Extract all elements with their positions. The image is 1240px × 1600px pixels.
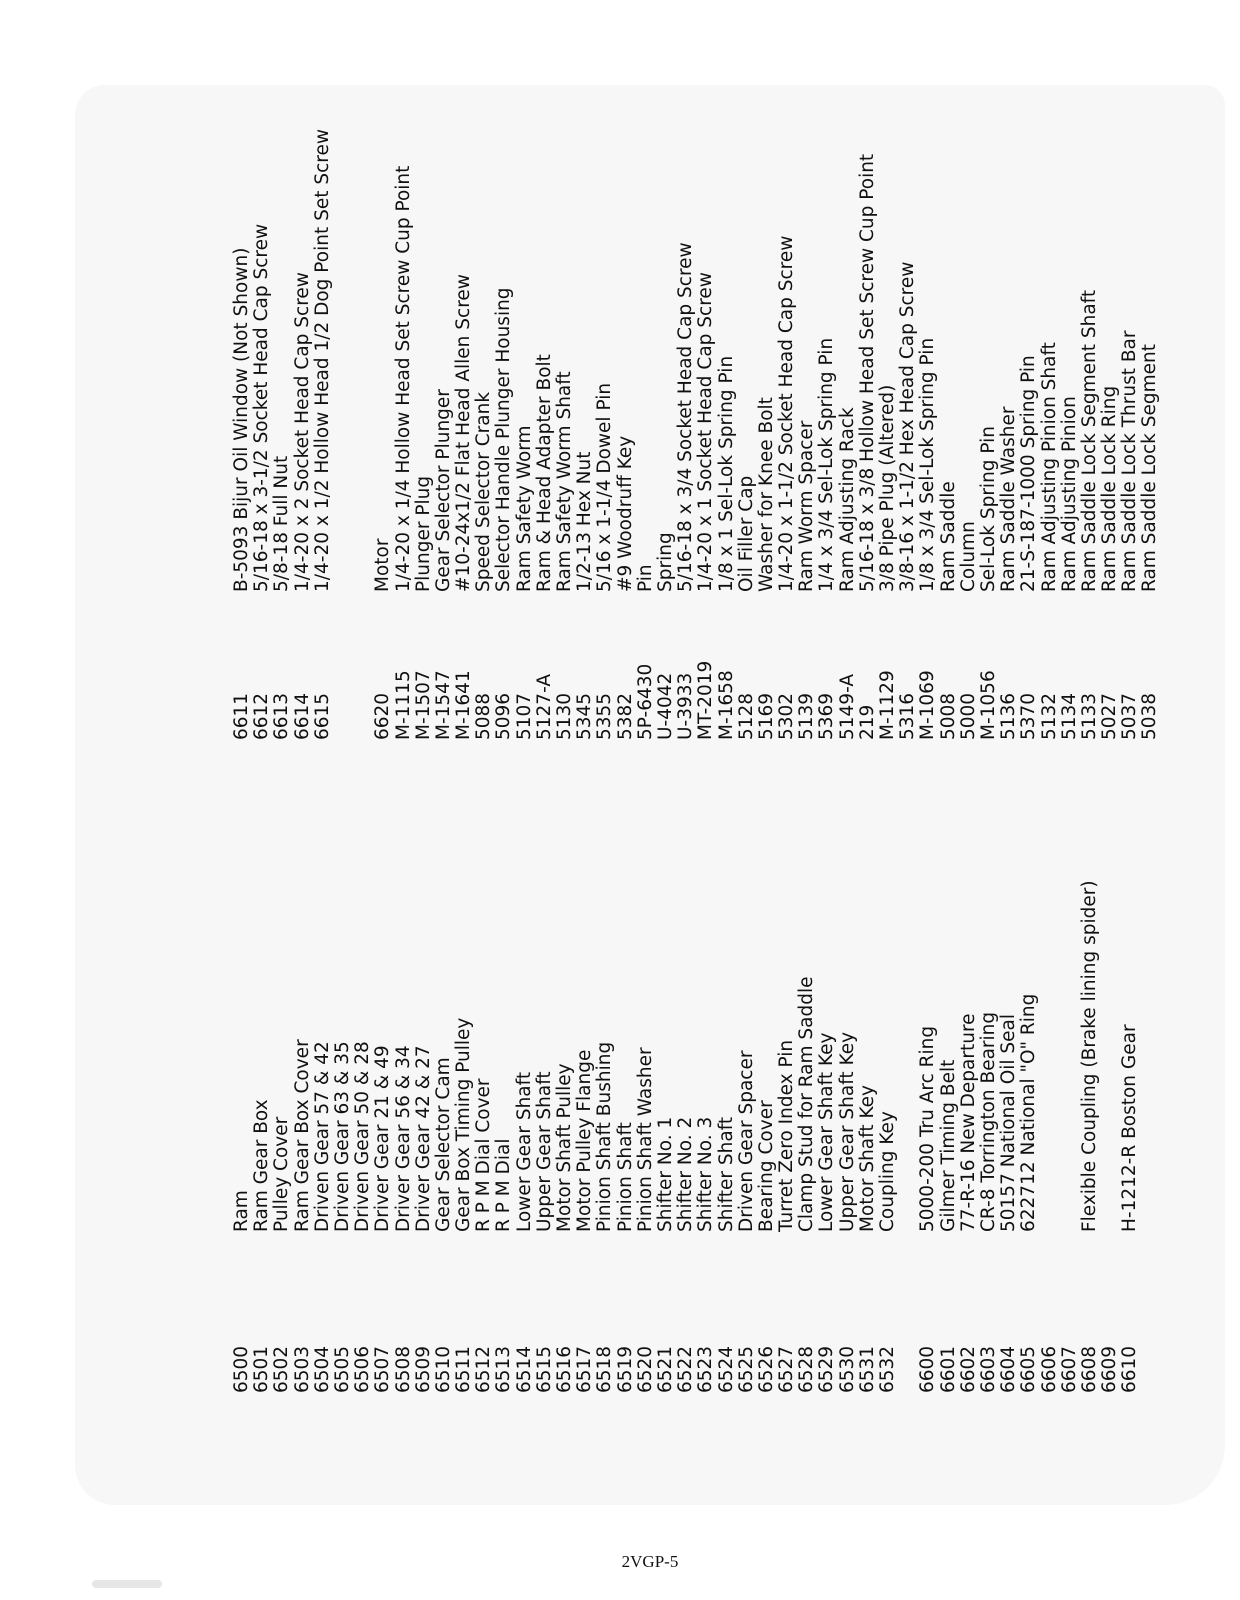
part-description: Ram Worm Spacer <box>796 420 818 592</box>
part-description: Column <box>957 521 979 592</box>
part-number: 5302 <box>776 692 798 740</box>
group2-description-list <box>232 129 1161 592</box>
part-number <box>333 661 353 740</box>
part-description <box>1100 880 1120 1232</box>
part-description: Driver Gear 21 & 49 <box>372 1045 394 1232</box>
part-description: Sel-Lok Spring Pin <box>977 425 999 592</box>
part-number: 6505 <box>331 1345 353 1393</box>
page-number: 2VGP-5 <box>621 1552 679 1571</box>
part-number <box>898 1346 918 1393</box>
part-description: Ram Saddle <box>937 481 959 592</box>
part-number: U-3933 <box>675 672 697 740</box>
part-number: 6610 <box>1119 1345 1141 1393</box>
part-number: 5027 <box>1099 692 1121 740</box>
part-description: Flexible Coupling (Brake lining spider) <box>1078 880 1100 1232</box>
part-number: U-4042 <box>654 672 676 740</box>
part-description: Gear Selector Cam <box>432 1057 454 1232</box>
part-description: Driven Gear Spacer <box>735 1050 757 1232</box>
group1-description-list <box>232 880 1140 1232</box>
part-number: MT-2019 <box>695 660 717 740</box>
part-number: 6530 <box>836 1345 858 1393</box>
part-number: 6527 <box>776 1345 798 1393</box>
part-description: Motor <box>372 538 394 592</box>
part-description: 1/4-20 x 1/2 Hollow Head 1/2 Dog Point Set Screw <box>311 129 333 592</box>
part-number: 5370 <box>1018 692 1040 740</box>
part-description: Pinion Shaft <box>614 1122 636 1232</box>
part-description: Ram Gear Box Cover <box>291 1039 313 1232</box>
part-description: 1/2-13 Hex Nut <box>574 451 596 592</box>
part-number: 6507 <box>372 1345 394 1393</box>
part-description: Coupling Key <box>877 1111 898 1232</box>
part-description: Plunger Plug <box>412 475 434 592</box>
part-description: Upper Gear Shaft <box>533 1071 555 1232</box>
scan-smudge <box>92 1580 162 1588</box>
part-description: 1/4-20 x 1 Socket Head Cap Screw <box>695 272 717 592</box>
part-number: 6502 <box>271 1345 293 1393</box>
part-description: 5000-200 Tru Arc Ring <box>917 1025 939 1232</box>
part-description: Ram Saddle Washer <box>998 406 1020 592</box>
part-description: Pulley Cover <box>271 1116 293 1232</box>
part-description: Oil Filler Cap <box>735 475 757 592</box>
part-number: 6500 <box>231 1345 252 1393</box>
part-number: M-1129 <box>877 670 898 740</box>
part-description: Speed Selector Crank <box>473 391 495 592</box>
part-description: 5/16-18 x 3/8 Hollow Head Set Screw Cup Point <box>856 153 878 592</box>
part-description: 5/16-18 x 3/4 Socket Head Cap Screw <box>675 242 697 592</box>
part-number: 6605 <box>1018 1345 1040 1393</box>
part-number: 6601 <box>937 1345 959 1393</box>
part-number: 5132 <box>1038 692 1060 740</box>
part-description: 5/8-18 Full Nut <box>271 455 293 592</box>
part-number: 6517 <box>574 1345 596 1393</box>
part-number: 5369 <box>816 692 838 740</box>
part-description <box>1040 880 1060 1232</box>
part-description: Shifter Shaft <box>715 1116 737 1232</box>
part-description: Ram Saddle Lock Thrust Bar <box>1119 330 1141 592</box>
part-number: 6526 <box>755 1345 777 1393</box>
part-description: Ram Safety Worm Shaft <box>554 371 575 592</box>
part-number: 5008 <box>937 692 959 740</box>
part-number: 6518 <box>594 1345 616 1393</box>
part-description: Gear Box Timing Pulley <box>453 1017 475 1232</box>
part-description: 50157 National Oil Seal <box>998 1013 1020 1232</box>
part-number: 6532 <box>877 1345 898 1393</box>
part-number: 6620 <box>372 692 394 740</box>
part-number: 6516 <box>554 1345 575 1393</box>
part-description: Selector Handle Plunger Housing <box>493 287 515 592</box>
part-number: 6531 <box>856 1345 878 1393</box>
part-description: Ram Safety Worm <box>513 425 535 592</box>
part-number: 6609 <box>1099 1345 1121 1393</box>
part-number: 219 <box>856 704 878 740</box>
part-number: 6528 <box>796 1345 818 1393</box>
part-number: 6604 <box>998 1345 1020 1393</box>
part-description: CR-8 Torrington Bearing <box>977 1011 999 1232</box>
part-description: Pinion Shaft Bushing <box>594 1041 616 1232</box>
part-number: 6612 <box>251 692 273 740</box>
part-description: Gear Selector Plunger <box>432 389 454 592</box>
part-description: 5/16-18 x 3-1/2 Socket Head Cap Screw <box>251 223 273 592</box>
part-number: 6529 <box>816 1345 838 1393</box>
part-description <box>333 129 353 592</box>
part-number: 5107 <box>513 692 535 740</box>
group1-number-list <box>232 1346 1140 1393</box>
part-description: 5/16 x 1-1/4 Dowel Pin <box>594 382 616 592</box>
part-description: Driver Gear 42 & 27 <box>412 1045 434 1232</box>
part-description: Ram & Head Adapter Bolt <box>533 354 555 592</box>
part-description <box>1060 880 1080 1232</box>
part-number: M-1658 <box>715 670 737 740</box>
part-description: Driven Gear 50 & 28 <box>352 1041 374 1232</box>
part-description: Lower Gear Shaft Key <box>816 1032 838 1232</box>
part-number: M-1069 <box>917 670 939 740</box>
part-number: M-1641 <box>453 670 475 740</box>
part-number: 6608 <box>1078 1345 1100 1393</box>
part-number: 5139 <box>796 692 818 740</box>
part-description: Ram <box>231 1190 252 1232</box>
part-number: 5037 <box>1119 692 1141 740</box>
part-number: M-1547 <box>432 670 454 740</box>
part-description: Motor Shaft Pulley <box>554 1063 575 1232</box>
part-description: Spring <box>654 532 676 592</box>
part-number: 6525 <box>735 1345 757 1393</box>
part-description: 1/4-20 x 2 Socket Head Cap Screw <box>291 272 313 592</box>
part-number: 5127-A <box>533 673 555 740</box>
part-number: 5096 <box>493 692 515 740</box>
part-description: H-1212-R Boston Gear <box>1119 1024 1141 1232</box>
part-description: Upper Gear Shaft Key <box>836 1031 858 1232</box>
part-number: 6519 <box>614 1345 636 1393</box>
part-number: 5P-6430 <box>634 663 656 740</box>
part-description: Ram Adjusting Pinion Shaft <box>1038 342 1060 592</box>
part-description: 3/8-16 x 1-1/2 Hex Head Cap Screw <box>897 261 919 592</box>
part-description: Pinion Shaft Washer <box>634 1047 656 1232</box>
part-description: 21-S-187-1000 Spring Pin <box>1018 355 1040 592</box>
part-number: 5128 <box>735 692 757 740</box>
part-description: 1/8 x 1 Sel-Lok Spring Pin <box>715 355 737 592</box>
part-description: 622712 National "O" Ring <box>1018 993 1040 1232</box>
part-number: 6607 <box>1058 1345 1080 1393</box>
part-description: 1/4-20 x 1-1/2 Socket Head Cap Screw <box>776 235 798 592</box>
part-number: 6522 <box>675 1345 697 1393</box>
part-number: 6510 <box>432 1345 454 1393</box>
part-number: 5130 <box>554 692 575 740</box>
part-number: 6520 <box>634 1345 656 1393</box>
part-number: 6602 <box>957 1345 979 1393</box>
part-number: 5038 <box>1139 692 1161 740</box>
part-number: 6603 <box>977 1345 999 1393</box>
part-description: R P M Dial Cover <box>473 1078 495 1232</box>
part-description: Pin <box>634 564 656 592</box>
part-description: Ram Adjusting Pinion <box>1058 396 1080 592</box>
part-number: 6521 <box>654 1345 676 1393</box>
part-number: 5134 <box>1058 692 1080 740</box>
part-number: 6611 <box>231 692 252 740</box>
part-number: 5316 <box>897 692 919 740</box>
part-description: Clamp Stud for Ram Saddle <box>796 976 818 1232</box>
part-number: 6508 <box>392 1345 414 1393</box>
part-description: Ram Saddle Lock Segment Shaft <box>1078 289 1100 592</box>
part-description: 77-R-16 New Departure <box>957 1013 979 1232</box>
part-number <box>353 661 373 740</box>
part-description: 1/4 x 3/4 Sel-Lok Spring Pin <box>816 337 838 592</box>
part-description <box>898 880 918 1232</box>
part-number: 5345 <box>574 692 596 740</box>
part-number: 6506 <box>352 1345 374 1393</box>
part-number: 6614 <box>291 692 313 740</box>
part-number: 6606 <box>1038 1345 1060 1393</box>
part-description: 1/4-20 x 1/4 Hollow Head Set Screw Cup Point <box>392 165 414 592</box>
part-number: M-1507 <box>412 670 434 740</box>
part-number: 5000 <box>957 692 979 740</box>
part-description: Gilmer Timing Belt <box>937 1059 959 1232</box>
part-number: M-1056 <box>977 670 999 740</box>
part-number: 5136 <box>998 692 1020 740</box>
part-description: #10-24x1/2 Flat Head Allen Screw <box>453 274 475 592</box>
part-number: 6523 <box>695 1345 717 1393</box>
part-description: Ram Saddle Lock Ring <box>1099 385 1121 592</box>
part-number: 5355 <box>594 692 616 740</box>
part-description: Driven Gear 57 & 42 <box>311 1041 333 1232</box>
part-description: R P M Dial <box>493 1138 515 1232</box>
part-number: 5149-A <box>836 673 858 740</box>
part-description: Motor Shaft Key <box>856 1084 878 1232</box>
part-number: 5133 <box>1078 692 1100 740</box>
part-description: Shifter No. 1 <box>654 1116 676 1232</box>
part-number: 5088 <box>473 692 495 740</box>
part-number: 6615 <box>311 692 333 740</box>
part-description: Shifter No. 2 <box>675 1116 697 1232</box>
part-description: #9 Woodruff Key <box>614 435 636 592</box>
part-number: M-1115 <box>392 670 414 740</box>
part-number: 6503 <box>291 1345 313 1393</box>
part-number: 6509 <box>412 1345 434 1393</box>
part-description: Shifter No. 3 <box>695 1116 717 1232</box>
part-number: 5169 <box>755 692 777 740</box>
part-number: 6600 <box>917 1345 939 1393</box>
part-description: Driven Gear 63 & 35 <box>331 1041 353 1232</box>
part-number: 6613 <box>271 692 293 740</box>
part-description: Ram Adjusting Rack <box>836 407 858 592</box>
part-description: 3/8 Pipe Plug (Altered) <box>877 384 898 592</box>
part-description: Turret Zero Index Pin <box>776 1039 798 1232</box>
part-number: 6524 <box>715 1345 737 1393</box>
part-description: Washer for Knee Bolt <box>755 397 777 592</box>
part-number: 5382 <box>614 692 636 740</box>
part-number: 6513 <box>493 1345 515 1393</box>
part-description: Bearing Cover <box>755 1100 777 1232</box>
part-number: 6511 <box>453 1345 475 1393</box>
part-description: Ram Gear Box <box>251 1099 273 1232</box>
part-description: Driver Gear 56 & 34 <box>392 1045 414 1232</box>
part-description: Ram Saddle Lock Segment <box>1139 344 1161 592</box>
part-number: 6504 <box>311 1345 333 1393</box>
part-number: 6514 <box>513 1345 535 1393</box>
part-description <box>353 129 373 592</box>
part-number: 6515 <box>533 1345 555 1393</box>
part-number: 6512 <box>473 1345 495 1393</box>
part-description: 1/8 x 3/4 Sel-Lok Spring Pin <box>917 337 939 592</box>
part-number: 6501 <box>251 1345 273 1393</box>
part-description: B-5093 Bijur Oil Window (Not Shown) <box>231 247 252 592</box>
part-description: Motor Pulley Flange <box>574 1049 596 1232</box>
group2-number-list <box>232 661 1161 740</box>
part-description: Lower Gear Shaft <box>513 1071 535 1232</box>
